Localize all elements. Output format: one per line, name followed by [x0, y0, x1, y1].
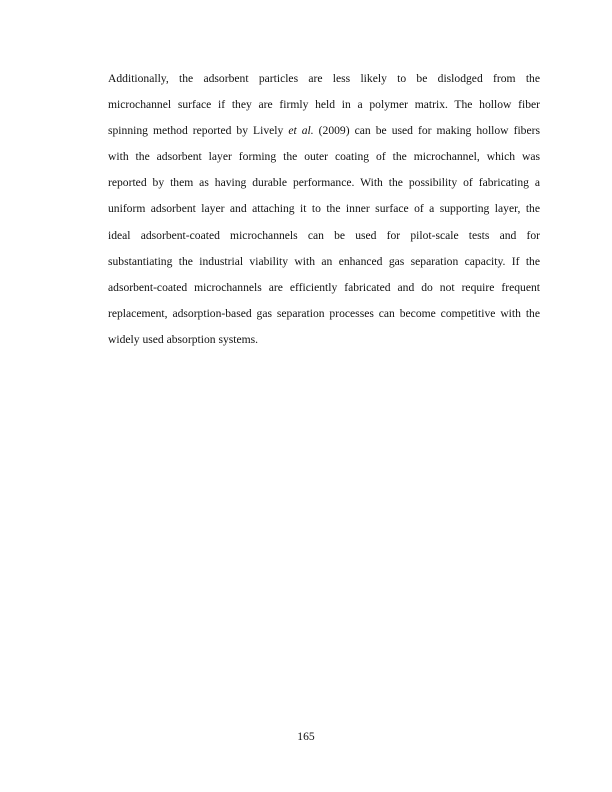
- paragraph-line-2: microchannel surface if they are firmly held in a polymer matrix. The hollow fiber: [108, 98, 540, 112]
- paragraph-line-9: adsorbent-coated microchannels are efficiently fabricated and do not require frequent: [108, 280, 540, 294]
- paragraph-line-1: Additionally, the adsorbent particles are less likely to be dislodged from the: [108, 72, 540, 85]
- paragraph-line-8: substantiating the industrial viability with an enhanced gas separation capacity. If the: [108, 254, 540, 268]
- paragraph-line-4: with the adsorbent layer forming the outer coating of the microchannel, which was: [108, 150, 540, 164]
- page-number: 165: [297, 730, 315, 743]
- citation-et-al: et al.: [288, 124, 314, 138]
- paragraph-line-10: replacement, adsorption-based gas separation processes can become competitive with the: [108, 306, 540, 320]
- paragraph-line-11: widely used absorption systems.: [108, 332, 259, 346]
- body-paragraph: [108, 66, 540, 353]
- paragraph-line-6: uniform adsorbent layer and attaching it to the inner surface of a supporting layer, the: [108, 202, 540, 216]
- paragraph-line-3: spinning method reported by Lively et al. (2009) can be used for making hollow fibers: [108, 124, 540, 138]
- paragraph-line-5: reported by them as having durable performance. With the possibility of fabricating a: [108, 176, 540, 190]
- paragraph-line-7: ideal adsorbent-coated microchannels can be used for pilot-scale tests and for: [108, 228, 540, 242]
